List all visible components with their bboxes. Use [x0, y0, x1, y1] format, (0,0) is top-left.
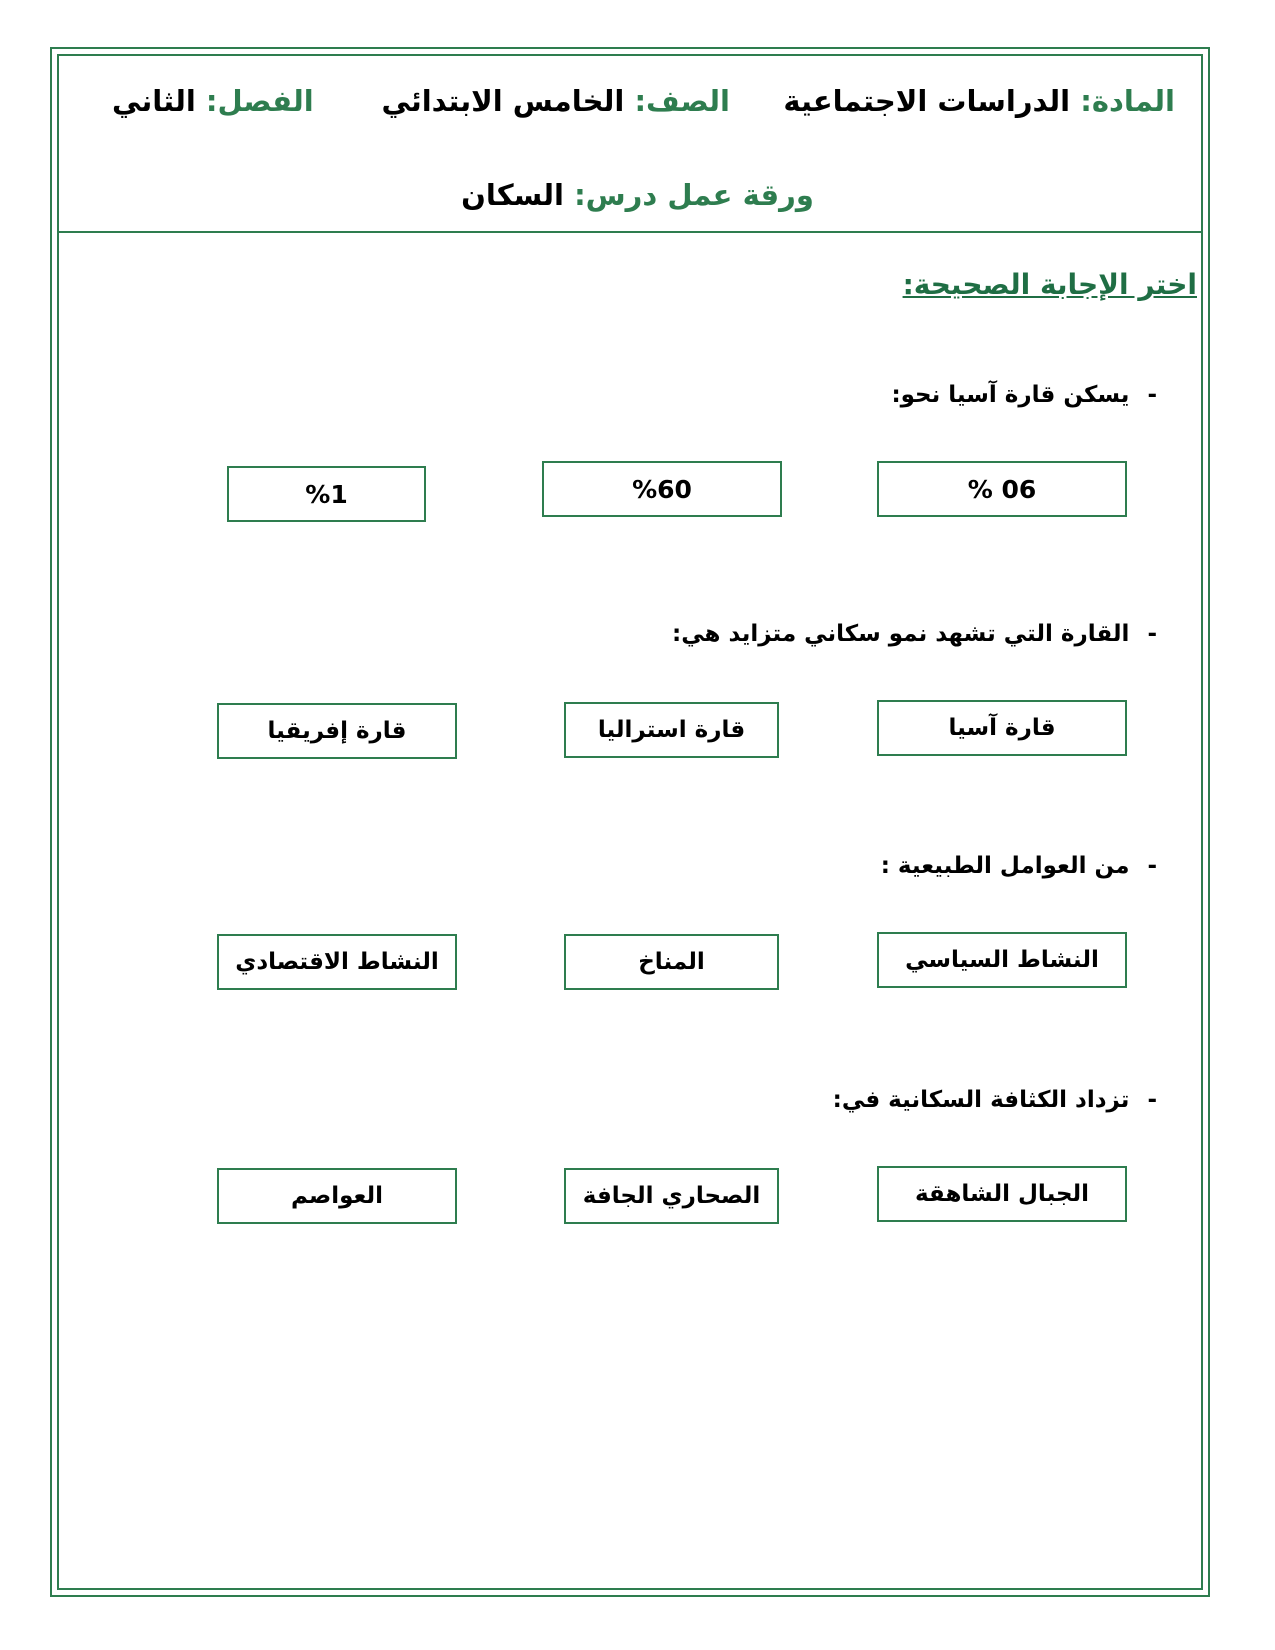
worksheet-label: ورقة عمل درس: [574, 178, 814, 212]
header-divider [57, 231, 1203, 233]
option-2a[interactable]: قارة آسيا [877, 700, 1127, 756]
option-4c[interactable]: العواصم [217, 1168, 457, 1224]
instruction-heading: اختر الإجابة الصحيحة: [902, 268, 1197, 301]
question-text: يسكن قارة آسيا نحو: [891, 382, 1130, 408]
question-text: القارة التي تشهد نمو سكاني متزايد هي: [672, 621, 1130, 647]
option-1c[interactable]: %1 [227, 466, 426, 522]
question-text: من العوامل الطبيعية : [880, 853, 1130, 879]
question-text: تزداد الكثافة السكانية في: [832, 1087, 1130, 1113]
grade-label: الصف: [634, 84, 730, 118]
question-4 [833, 1087, 1157, 1113]
grade-value: الخامس الابتدائي [381, 84, 625, 118]
subject-field [783, 84, 1175, 118]
option-4b[interactable]: الصحاري الجافة [564, 1168, 779, 1224]
term-value: الثاني [112, 84, 196, 118]
option-2b[interactable]: قارة استراليا [564, 702, 779, 758]
option-1a[interactable]: % 06 [877, 461, 1127, 517]
bullet-dash: - [1147, 1087, 1157, 1113]
question-2 [672, 621, 1157, 647]
term-label: الفصل: [205, 84, 314, 118]
option-3c[interactable]: النشاط الاقتصادي [217, 934, 457, 990]
bullet-dash: - [1147, 621, 1157, 647]
option-3a[interactable]: النشاط السياسي [877, 932, 1127, 988]
option-4a[interactable]: الجبال الشاهقة [877, 1166, 1127, 1222]
bullet-dash: - [1147, 853, 1157, 879]
subject-value: الدراسات الاجتماعية [783, 84, 1071, 118]
lesson-title: السكان [461, 178, 564, 212]
grade-field [381, 84, 730, 118]
subject-label: المادة: [1080, 84, 1175, 118]
term-field [112, 84, 314, 118]
option-2c[interactable]: قارة إفريقيا [217, 703, 457, 759]
bullet-dash: - [1147, 382, 1157, 408]
question-1 [891, 382, 1157, 408]
worksheet-title [0, 178, 1275, 212]
question-3 [881, 853, 1157, 879]
option-3b[interactable]: المناخ [564, 934, 779, 990]
option-1b[interactable]: %60 [542, 461, 782, 517]
